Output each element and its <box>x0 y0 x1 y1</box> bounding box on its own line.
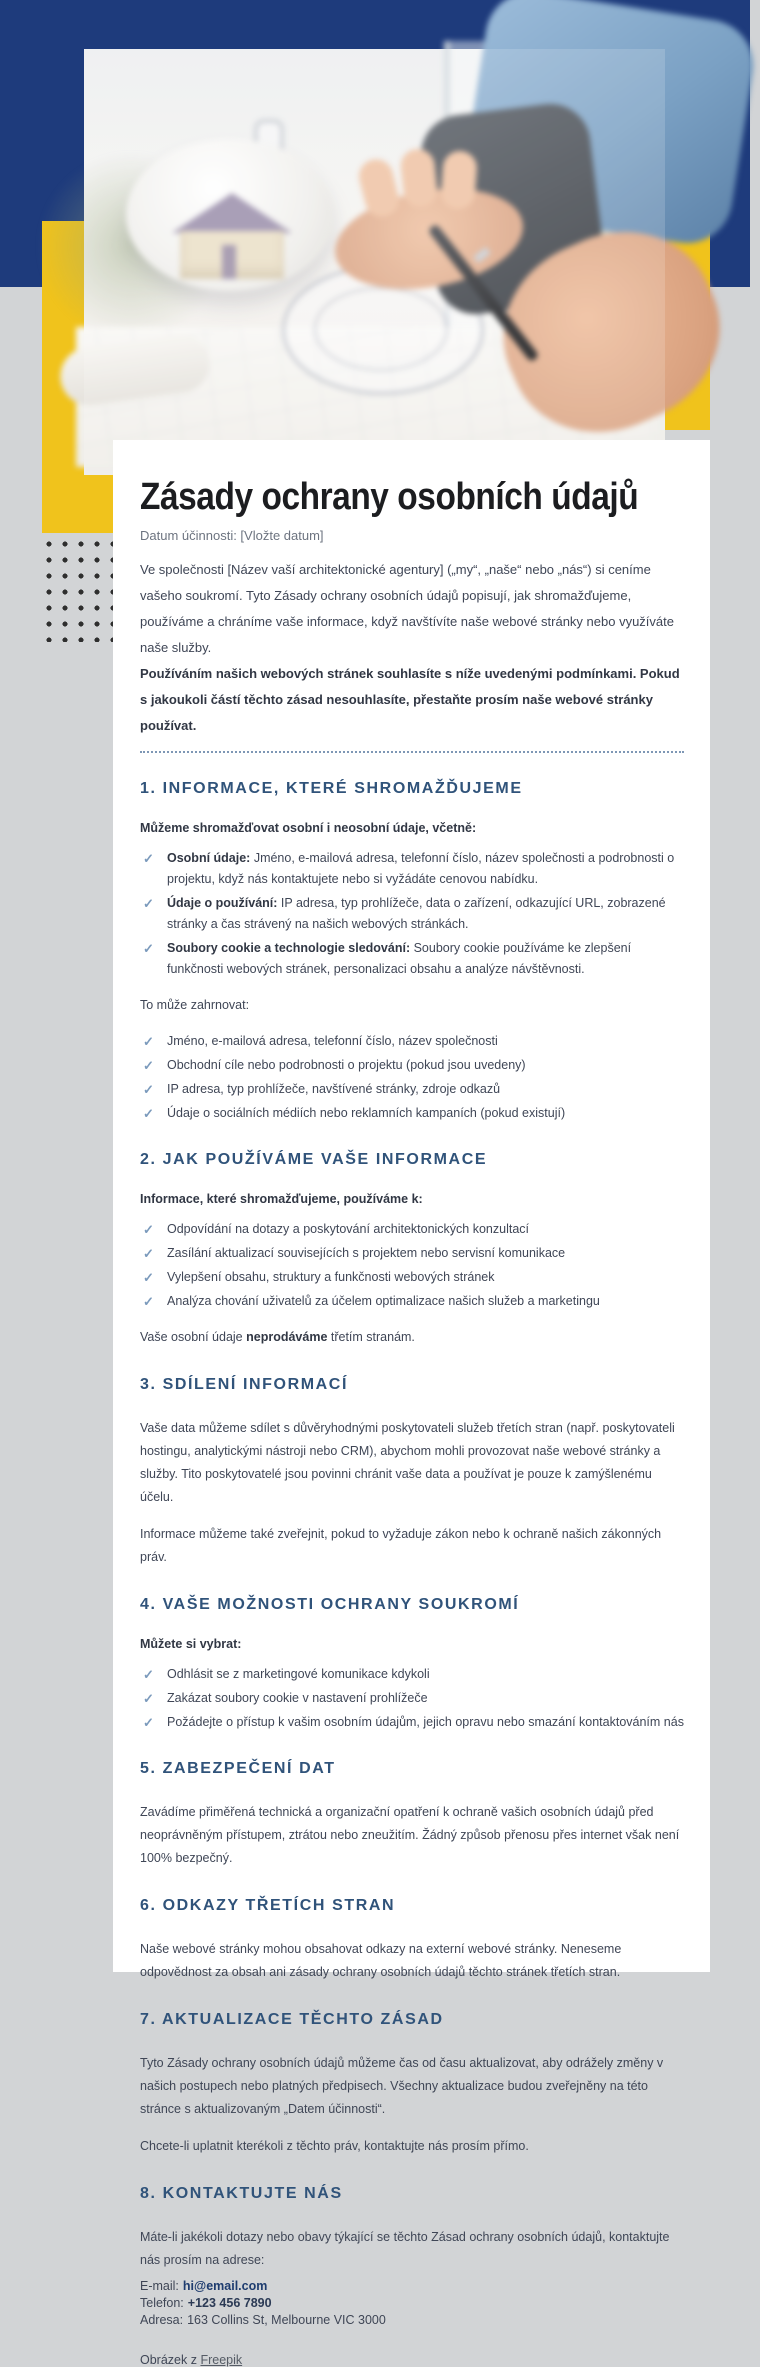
paragraph: Máte-li jakékoli dotazy nebo obavy týkající se těchto Zásad ochrany osobních údajů, kontaktujte nás prosím na adrese: <box>140 2230 670 2267</box>
paragraph: Informace můžeme také zveřejnit, pokud to vyžaduje zákon nebo k ochraně našich zákonných práv. <box>140 1527 662 1564</box>
check-icon: ✓ <box>143 1715 154 1730</box>
freepik-link[interactable]: Freepik <box>200 2353 243 2367</box>
bullet-list <box>140 848 684 980</box>
list-item: ✓ Zasílání aktualizací souvisejících s projektem nebo servisní komunikace <box>140 1243 684 1264</box>
check-icon: ✓ <box>143 941 154 956</box>
bullet-list <box>140 1219 684 1312</box>
intro <box>140 557 684 739</box>
section-third-party-links <box>140 1897 684 1984</box>
list-item: ✓ Údaje o sociálních médiích nebo reklamních kampaních (pokud existují) <box>140 1103 684 1124</box>
check-icon: ✓ <box>143 1222 154 1237</box>
address-value: 163 Collins St, Melbourne VIC 3000 <box>187 2313 386 2327</box>
section-contact-us <box>140 2185 684 2329</box>
bullet-list <box>140 1664 684 1733</box>
section-lead: Informace, které shromažďujeme, používáme k: <box>140 1192 423 1206</box>
dots-pattern <box>39 534 117 642</box>
intro-consent-text: Používáním našich webových stránek souhlasíte s níže uvedenými podmínkami. Pokud s jakoukoli částí těchto zásad nesouhlasíte, přestaňte prosím naše webové stránky používat. <box>140 666 680 733</box>
list-item: ✓ Odhlásit se z marketingové komunikace kdykoli <box>140 1664 684 1685</box>
section-heading: 7. AKTUALIZACE TĚCHTO ZÁSAD <box>140 2011 444 2028</box>
check-icon: ✓ <box>143 896 154 911</box>
section-heading: 4. VAŠE MOŽNOSTI OCHRANY SOUKROMÍ <box>140 1596 520 1613</box>
list-item: ✓ Jméno, e-mailová adresa, telefonní číslo, název společnosti <box>140 1031 684 1052</box>
check-icon: ✓ <box>143 1691 154 1706</box>
section-data-security <box>140 1760 684 1870</box>
section-heading: 5. ZABEZPEČENÍ DAT <box>140 1760 336 1777</box>
section-how-we-use <box>140 1151 684 1349</box>
paragraph: Zavádíme přiměřená technická a organizační opatření k ochraně vašich osobních údajů před neoprávněným přístupem, ztrátou nebo zneužitím. Žádný způsob přenosu přes internet však není 100% bezpečný. <box>140 1805 680 1865</box>
hero-photo <box>84 49 665 475</box>
paragraph: Naše webové stránky mohou obsahovat odkazy na externí webové stránky. Neneseme odpovědnost za obsah ani zásady ochrany osobních údajů těchto stránek třetích stran. <box>140 1942 622 1979</box>
list-item: ✓ Obchodní cíle nebo podrobnosti o projektu (pokud jsou uvedeny) <box>140 1055 684 1076</box>
section-information-we-collect <box>140 780 684 1124</box>
section-heading: 8. KONTAKTUJTE NÁS <box>140 2185 343 2202</box>
section-policy-updates <box>140 2011 684 2158</box>
list-item: ✓ Požádejte o přístup k vašim osobním údajům, jejich opravu nebo smazání kontaktováním nás <box>140 1712 684 1733</box>
contact-email-line <box>140 2278 684 2295</box>
page-title: Zásady ochrany osobních údajů <box>140 476 639 518</box>
section-midtext: To může zahrnovat: <box>140 998 250 1012</box>
list-item: ✓ Soubory cookie a technologie sledování: Soubory cookie používáme ke zlepšení funkčnosti webových stránek, personalizaci obsahu a analýze návštěvnosti. <box>140 938 684 980</box>
check-icon: ✓ <box>143 1270 154 1285</box>
contact-address-line <box>140 2312 684 2329</box>
address-label: Adresa: <box>140 2313 184 2327</box>
list-item: ✓ Vylepšení obsahu, struktury a funkčnosti webových stránek <box>140 1267 684 1288</box>
list-item: ✓ IP adresa, typ prohlížeče, navštívené stránky, zdroje odkazů <box>140 1079 684 1100</box>
section-heading: 2. JAK POUŽÍVÁME VAŠE INFORMACE <box>140 1151 488 1168</box>
section-lead: Můžeme shromažďovat osobní i neosobní údaje, včetně: <box>140 821 477 835</box>
section-information-sharing <box>140 1376 684 1569</box>
list-item: ✓ Údaje o používání: IP adresa, typ prohlížeče, data o zařízení, odkazující URL, zobrazené stránky a čas strávený na našich webových stránkách. <box>140 893 684 935</box>
check-icon: ✓ <box>143 1294 154 1309</box>
policy-card <box>113 440 710 2367</box>
contact-phone-line <box>140 2295 684 2312</box>
check-icon: ✓ <box>143 1034 154 1049</box>
phone-label: Telefon: <box>140 2296 184 2310</box>
paragraph: Chcete-li uplatnit kterékoli z těchto práv, kontaktujte nás prosím přímo. <box>140 2139 529 2153</box>
list-item: ✓ Odpovídání na dotazy a poskytování architektonických konzultací <box>140 1219 684 1240</box>
intro-text: Ve společnosti [Název vaší architektonické agentury] („my“, „naše“ nebo „nás“) si ceníme vašeho soukromí. Tyto Zásady ochrany osobních údajů popisují, jak shromažďujeme, používáme a chráníme vaše informace, když navštívíte naše webové stránky nebo využíváte naše služby. <box>140 562 674 655</box>
email-label: E-mail: <box>140 2279 179 2293</box>
check-icon: ✓ <box>143 1058 154 1073</box>
section-heading: 3. SDÍLENÍ INFORMACÍ <box>140 1376 349 1393</box>
check-icon: ✓ <box>143 1106 154 1121</box>
section-heading: 1. INFORMACE, KTERÉ SHROMAŽĎUJEME <box>140 780 523 797</box>
image-credit: Obrázek z Freepik <box>140 2353 243 2367</box>
check-icon: ✓ <box>143 1082 154 1097</box>
effective-date: Datum účinnosti: [Vložte datum] <box>140 528 324 543</box>
email-link[interactable]: hi@email.com <box>182 2279 268 2293</box>
list-item: ✓ Analýza chování uživatelů za účelem optimalizace našich služeb a marketingu <box>140 1291 684 1312</box>
phone-number: +123 456 7890 <box>187 2296 272 2310</box>
dotted-divider <box>140 751 684 753</box>
section-heading: 6. ODKAZY TŘETÍCH STRAN <box>140 1897 396 1914</box>
section-lead: Můžete si vybrat: <box>140 1637 242 1651</box>
paragraph: Vaše data můžeme sdílet s důvěryhodnými poskytovateli služeb třetích stran (např. poskytovateli hostingu, analytickými nástroji nebo CRM), abychom mohli provozovat naše webové stránky a služby. Tito poskytovatelé jsou povinni chránit vaše data a používat je pouze k zamýšlenému účelu. <box>140 1421 675 1504</box>
no-sell-statement: Vaše osobní údaje neprodáváme třetím stranám. <box>140 1330 415 1344</box>
list-item: ✓ Osobní údaje: Jméno, e-mailová adresa, telefonní číslo, název společnosti a podrobnosti o projektu, když nás kontaktujete nebo si vyžádáte cenovou nabídku. <box>140 848 684 890</box>
list-item: ✓ Zakázat soubory cookie v nastavení prohlížeče <box>140 1688 684 1709</box>
check-icon: ✓ <box>143 1246 154 1261</box>
bullet-list <box>140 1031 684 1124</box>
photo-overlay <box>84 49 665 475</box>
check-icon: ✓ <box>143 1667 154 1682</box>
check-icon: ✓ <box>143 851 154 866</box>
paragraph: Tyto Zásady ochrany osobních údajů můžeme čas od času aktualizovat, aby odrážely změny v našich postupech nebo platných předpisech. Všechny aktualizace budou zveřejněny na této stránce s aktualizovaným „Datem účinnosti“. <box>140 2056 664 2116</box>
section-privacy-choices <box>140 1596 684 1733</box>
